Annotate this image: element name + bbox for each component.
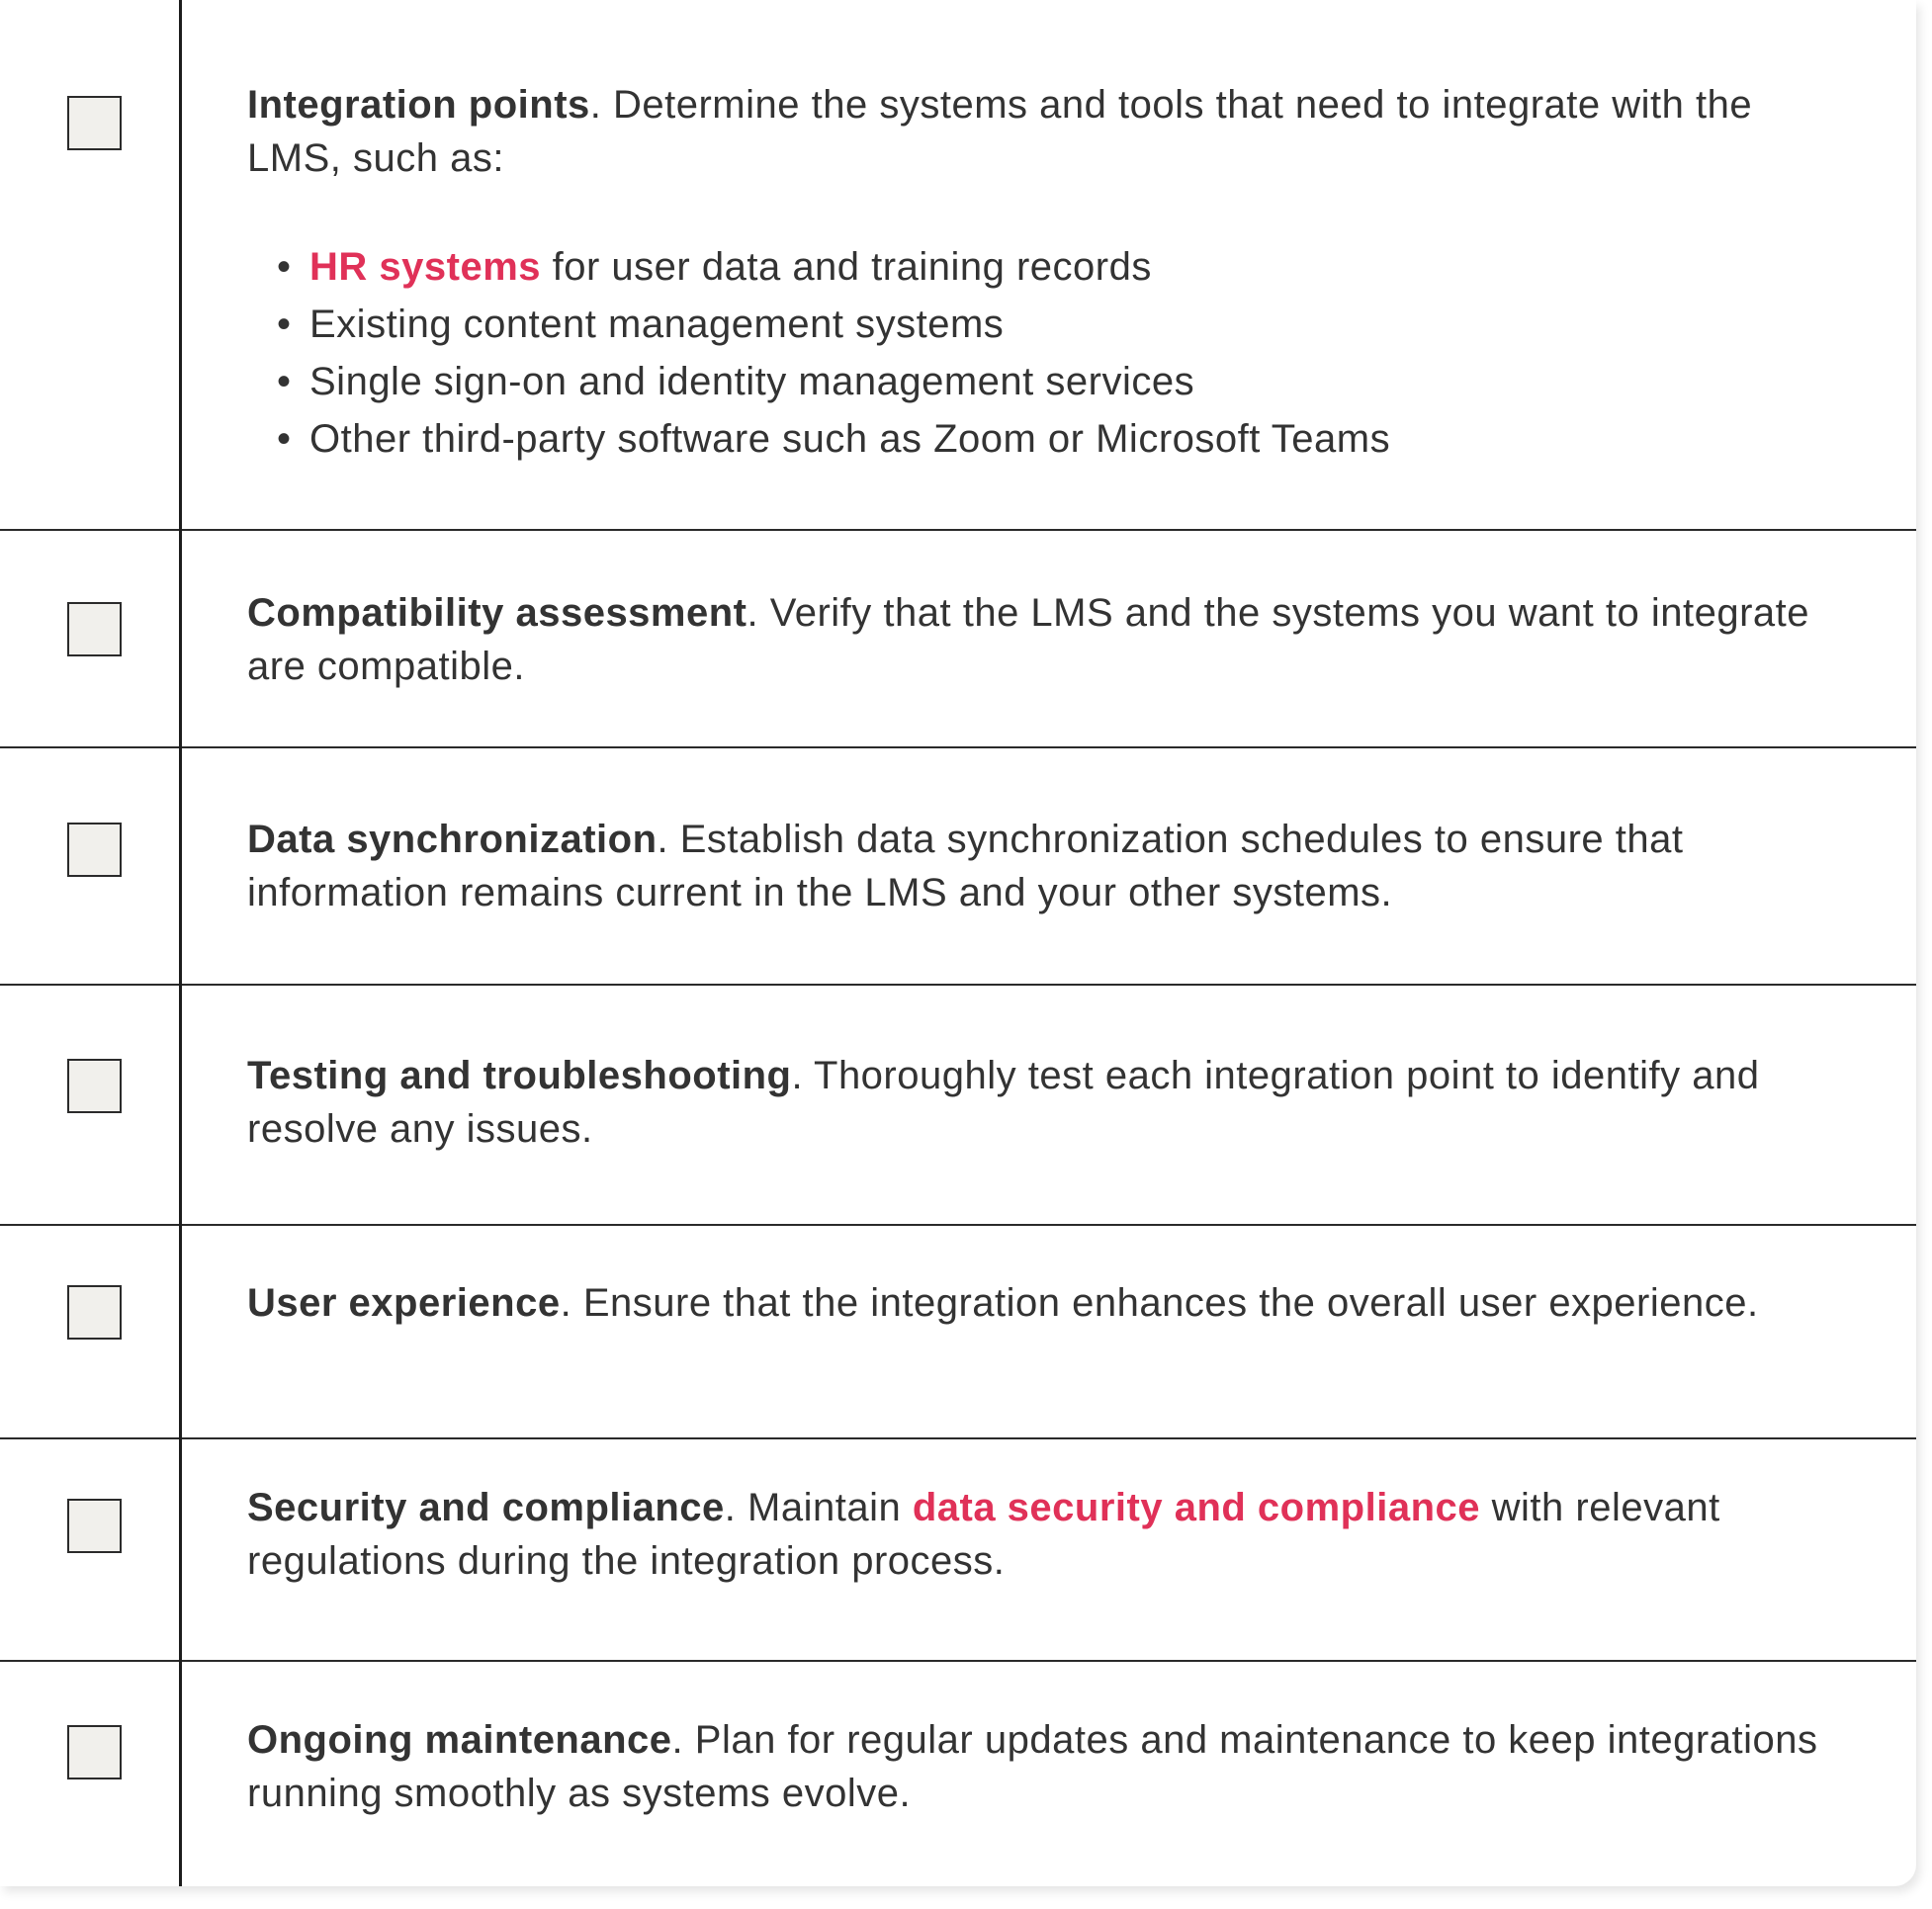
item-description: . Ensure that the integration enhances the overall user experience. (560, 1281, 1759, 1325)
item-title: Ongoing maintenance (247, 1718, 672, 1762)
list-item: • Single sign-on and identity management services (277, 353, 1829, 410)
bullet-icon: • (277, 303, 292, 346)
item-text (247, 586, 1829, 693)
checklist-row-compatibility-assessment (0, 531, 1916, 748)
item-description: . Establish data synchronization schedules to ensure that information remains current in the LMS and your other systems. (247, 818, 1684, 914)
item-text (247, 1049, 1829, 1156)
list-item: • Other third-party software such as Zoom or Microsoft Teams (277, 410, 1829, 468)
column-divider (179, 0, 182, 1886)
checkbox[interactable] (67, 602, 122, 656)
item-title: Security and compliance (247, 1486, 725, 1529)
checklist-row-integration-points (0, 0, 1916, 531)
item-title: Compatibility assessment (247, 591, 747, 635)
item-title: User experience (247, 1281, 561, 1325)
list-item: • Existing content management systems (277, 296, 1829, 353)
checklist-row-testing-and-troubleshooting (0, 986, 1916, 1226)
item-title: Testing and troubleshooting (247, 1054, 792, 1097)
item-text (247, 78, 1829, 468)
item-description: . Thoroughly test each integration point to identify and resolve any issues. (247, 1054, 1760, 1151)
checkbox[interactable] (67, 823, 122, 877)
item-description: . Determine the systems and tools that need to integrate with the LMS, such as: (247, 83, 1753, 180)
checklist-row-user-experience (0, 1226, 1916, 1439)
checkbox[interactable] (67, 1499, 122, 1553)
bullet-icon: • (277, 360, 292, 403)
checklist-row-security-and-compliance (0, 1439, 1916, 1662)
item-description: . Plan for regular updates and maintenance to keep integrations running smoothly as systems evolve. (247, 1718, 1818, 1815)
item-text (247, 813, 1829, 919)
checkbox[interactable] (67, 1059, 122, 1113)
item-text (247, 1713, 1829, 1820)
checkbox[interactable] (67, 1285, 122, 1340)
checkbox[interactable] (67, 96, 122, 150)
item-title: Integration points (247, 83, 590, 127)
bullet-icon: • (277, 417, 292, 461)
checklist-row-ongoing-maintenance (0, 1662, 1916, 1886)
checkbox[interactable] (67, 1725, 122, 1779)
item-description: . Verify that the LMS and the systems you want to integrate are compatible. (247, 591, 1809, 688)
hr-systems-link[interactable]: HR systems (309, 245, 542, 289)
list-item: • HR systems for user data and training records (277, 238, 1829, 296)
bullet-list (277, 238, 1829, 468)
data-security-link[interactable]: data security and compliance (912, 1486, 1481, 1529)
item-text (247, 1276, 1829, 1330)
item-text: Security and compliance. Maintain data security and compliance with relevant regulations during the integration process. (247, 1486, 1720, 1583)
checklist-row-data-synchronization (0, 748, 1916, 986)
bullet-icon: • (277, 245, 292, 289)
item-title: Data synchronization (247, 818, 658, 861)
